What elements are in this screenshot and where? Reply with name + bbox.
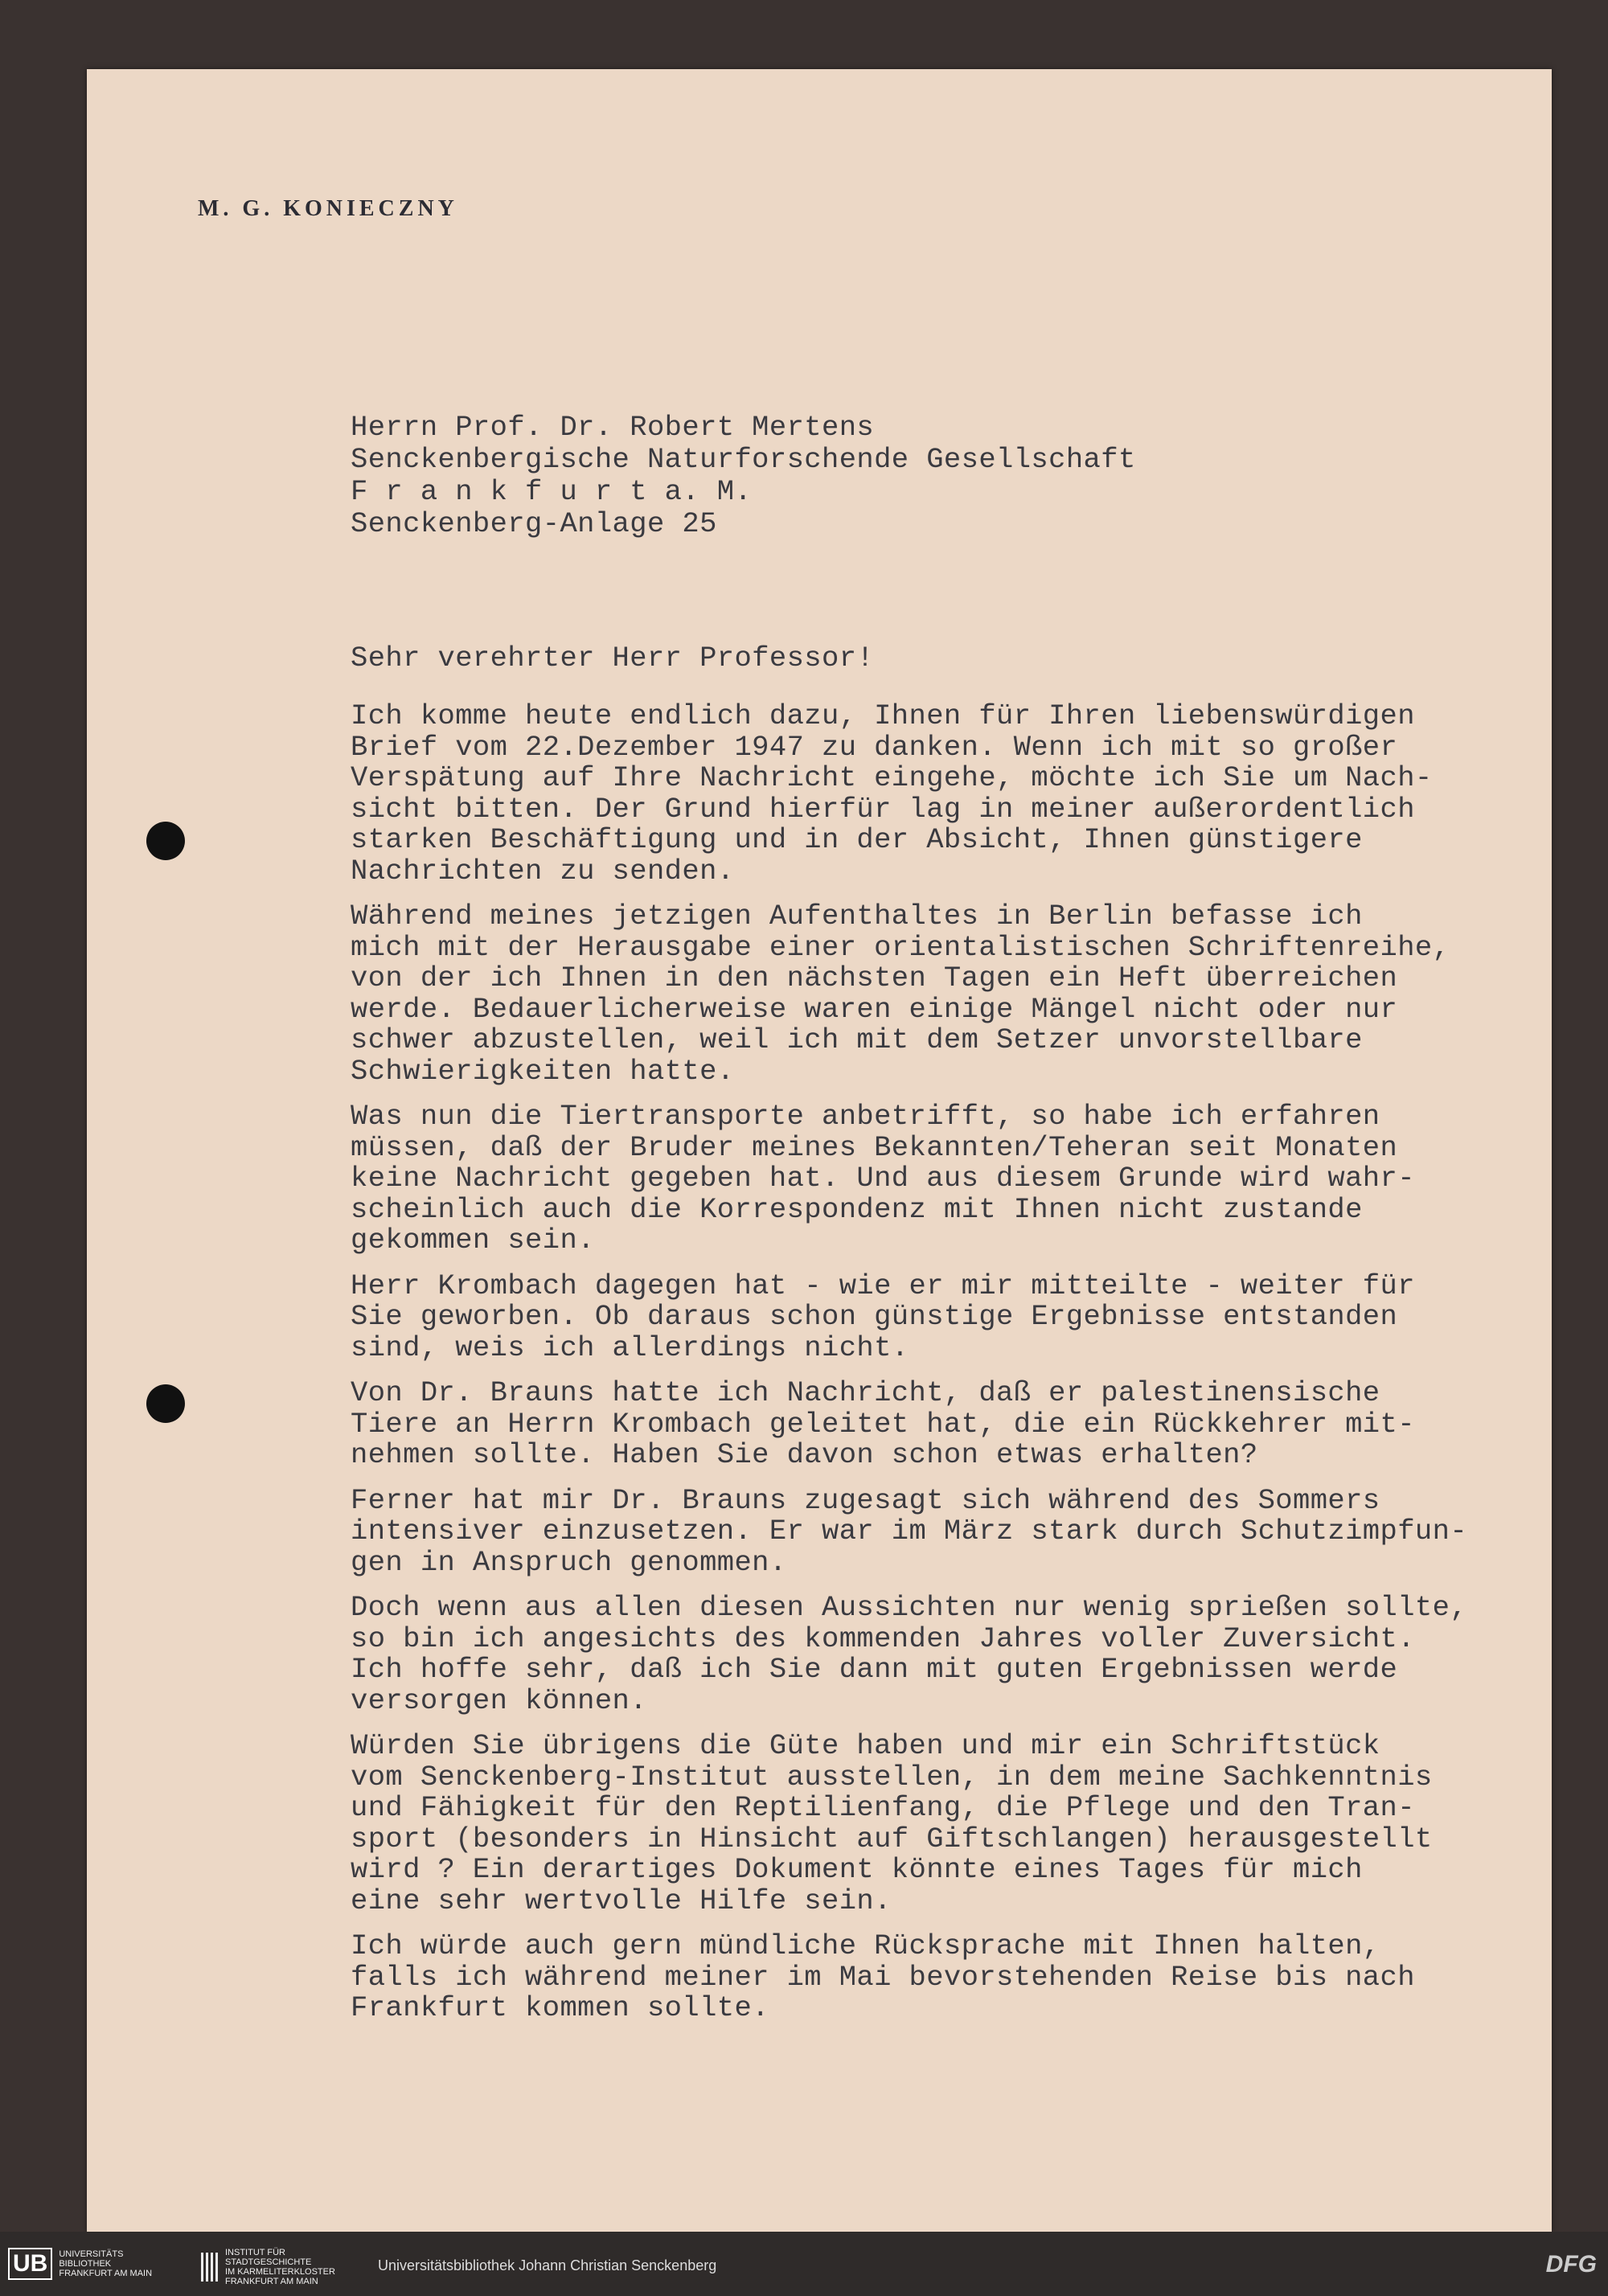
dfg-logo: DFG: [1545, 2251, 1597, 2278]
address-line: Senckenbergische Naturforschende Gesellschaft: [351, 443, 1136, 476]
paragraph-line: keine Nachricht gegeben hat. Und aus diesem Grunde wird wahr-: [351, 1162, 1415, 1195]
address-line: F r a n k f u r t a. M.: [351, 475, 753, 508]
paragraph: [351, 701, 1467, 887]
ub-logo: [8, 2248, 152, 2280]
letter-body: [351, 701, 1467, 2039]
paragraph-line: Ferner hat mir Dr. Brauns zugesagt sich während des Sommers: [351, 1483, 1380, 1517]
paragraph-line: Sie geworben. Ob daraus schon günstige Ergebnisse entstanden: [351, 1300, 1398, 1333]
paragraph-line: Ich komme heute endlich dazu, Ihnen für Ihren liebenswürdigen: [351, 699, 1415, 732]
paragraph-line: gekommen sein.: [351, 1224, 595, 1257]
paragraph: [351, 1731, 1467, 1917]
ub-logo-text: [59, 2249, 152, 2278]
salutation: Sehr verehrter Herr Professor!: [351, 642, 875, 674]
paragraph: [351, 1593, 1467, 1716]
paragraph-line: versorgen können.: [351, 1683, 647, 1717]
ub-text-line: BIBLIOTHEK: [59, 2259, 112, 2269]
paragraph-line: von der ich Ihnen in den nächsten Tagen ein Heft überreichen: [351, 961, 1398, 994]
paragraph: [351, 1101, 1467, 1257]
ub-text-line: UNIVERSITÄTS: [59, 2249, 124, 2259]
isg-text-line: FRANKFURT AM MAIN: [225, 2277, 318, 2286]
paragraph-line: Würden Sie übrigens die Güte haben und mir ein Schriftstück: [351, 1729, 1380, 1762]
paragraph-line: schwer abzustellen, weil ich mit dem Setzer unvorstellbare: [351, 1023, 1363, 1056]
paragraph-line: nehmen sollte. Haben Sie davon schon etwas erhalten?: [351, 1438, 1258, 1471]
paragraph-line: werde. Bedauerlicherweise waren einige Mängel nicht oder nur: [351, 992, 1398, 1026]
paragraph-line: und Fähigkeit für den Reptilienfang, die Pflege und den Tran-: [351, 1791, 1415, 1824]
paragraph-line: Was nun die Tiertransporte anbetrifft, so habe ich erfahren: [351, 1100, 1380, 1133]
paragraph-line: so bin ich angesichts des kommenden Jahres voller Zuversicht.: [351, 1622, 1415, 1655]
paragraph-line: sicht bitten. Der Grund hierfür lag in meiner außerordentlich: [351, 792, 1415, 826]
paragraph-line: Verspätung auf Ihre Nachricht eingehe, möchte ich Sie um Nach-: [351, 761, 1433, 794]
punch-hole-bottom: [146, 1384, 185, 1423]
paragraph-line: Tiere an Herrn Krombach geleitet hat, die ein Rückkehrer mit-: [351, 1407, 1415, 1441]
paragraph-line: Doch wenn aus allen diesen Aussichten nur wenig sprießen sollte,: [351, 1591, 1468, 1624]
paragraph-line: falls ich während meiner im Mai bevorstehenden Reise bis nach: [351, 1960, 1415, 1994]
paragraph-line: müssen, daß der Bruder meines Bekannten/Teheran seit Monaten: [351, 1130, 1398, 1164]
paragraph: [351, 1378, 1467, 1471]
address-line: Herrn Prof. Dr. Robert Mertens: [351, 411, 875, 444]
isg-icon: [201, 2253, 219, 2282]
paragraph-line: gen in Anspruch genommen.: [351, 1545, 787, 1579]
punch-hole-top: [146, 822, 185, 860]
paragraph: [351, 1271, 1467, 1364]
paragraph-line: Herr Krombach dagegen hat - wie er mir mitteilte - weiter für: [351, 1269, 1415, 1302]
isg-text-line: STADTGESCHICHTE: [225, 2257, 312, 2267]
paragraph-line: starken Beschäftigung und in der Absicht, Ihnen günstigere: [351, 823, 1363, 856]
paragraph-line: scheinlich auch die Korrespondenz mit Ihnen nicht zustande: [351, 1192, 1363, 1226]
paragraph: [351, 901, 1467, 1087]
paragraph-line: Ich hoffe sehr, daß ich Sie dann mit guten Ergebnissen werde: [351, 1653, 1398, 1686]
paragraph-line: Schwierigkeiten hatte.: [351, 1054, 735, 1088]
paragraph-line: Brief vom 22.Dezember 1947 zu danken. Wenn ich mit so großer: [351, 730, 1398, 764]
paragraph-line: Von Dr. Brauns hatte ich Nachricht, daß er palestinensische: [351, 1376, 1380, 1409]
paragraph-line: sind, weis ich allerdings nicht.: [351, 1330, 909, 1364]
paragraph-line: sport (besonders in Hinsicht auf Giftschlangen) herausgestellt: [351, 1822, 1433, 1855]
letterhead: M. G. KONIECZNY: [198, 196, 458, 221]
paragraph-line: Ich würde auch gern mündliche Rücksprache mit Ihnen halten,: [351, 1929, 1380, 1962]
isg-text-line: IM KARMELITERKLOSTER: [225, 2267, 335, 2277]
paragraph-line: intensiver einzusetzen. Er war im März stark durch Schutzimpfun-: [351, 1515, 1468, 1548]
isg-text-line: INSTITUT FÜR: [225, 2248, 285, 2257]
ub-mark: UB: [8, 2248, 52, 2280]
paragraph-line: eine sehr wertvolle Hilfe sein.: [351, 1884, 892, 1917]
footer-bar: [0, 2232, 1608, 2296]
paragraph-line: Nachrichten zu senden.: [351, 854, 735, 888]
isg-logo: [201, 2248, 335, 2286]
address-line: Senckenberg-Anlage 25: [351, 507, 717, 540]
paragraph: [351, 1483, 1468, 1579]
library-name: Universitätsbibliothek Johann Christian Senckenberg: [378, 2257, 717, 2273]
paragraph-line: mich mit der Herausgabe einer orientalistischen Schriftenreihe,: [351, 930, 1450, 964]
paragraph-line: Frankfurt kommen sollte.: [351, 1991, 769, 2024]
letter-page: [87, 69, 1552, 2232]
paragraph-line: Während meines jetzigen Aufenthaltes in Berlin befasse ich: [351, 900, 1363, 933]
isg-logo-text: [225, 2248, 335, 2286]
paragraph-line: vom Senckenberg-Institut ausstellen, in dem meine Sachkenntnis: [351, 1760, 1433, 1794]
ub-text-line: FRANKFURT AM MAIN: [59, 2269, 153, 2278]
recipient-address: [351, 412, 1136, 540]
paragraph-line: wird ? Ein derartiges Dokument könnte eines Tages für mich: [351, 1853, 1363, 1886]
paragraph: [351, 1931, 1467, 2024]
